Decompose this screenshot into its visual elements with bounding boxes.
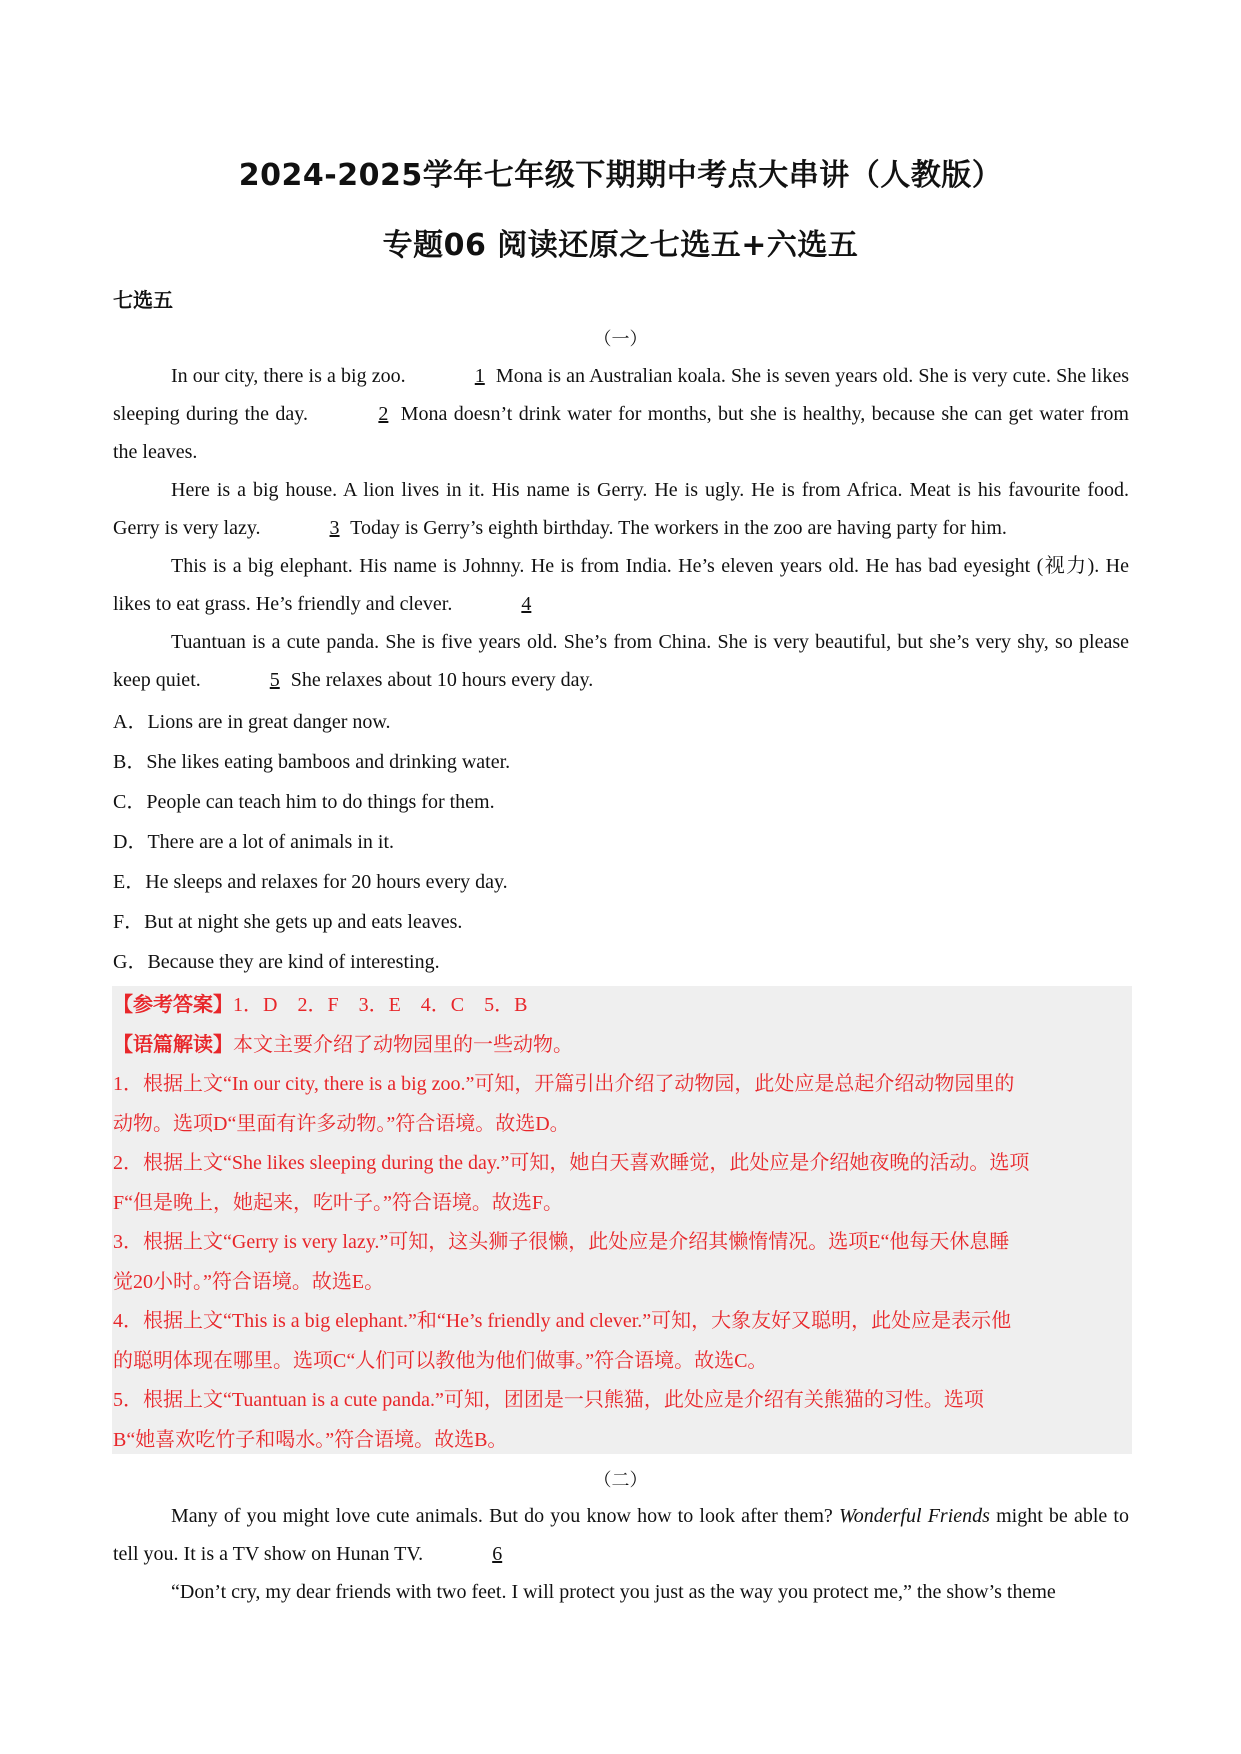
explanation-line: B“她喜欢吃竹子和喝水。”符合语境。故选B。 <box>113 1428 508 1451</box>
passage-paragraph <box>113 547 1129 623</box>
passage-1 <box>113 357 1129 699</box>
passage-paragraph <box>113 1497 1129 1573</box>
analysis-line <box>113 1026 1131 1066</box>
paragraph-text: Here is a big house. A lion lives in it. His name is Gerry. He is ugly. He is from Africa. Meat is his favourite food. Gerry is very lazy. <box>113 479 1129 539</box>
passage-paragraph: “Don’t cry, my dear friends with two feet. I will protect you just as the way you protect me,” the show’s theme <box>171 1581 1056 1603</box>
blank-6: 6 <box>492 1543 503 1565</box>
explanation-line: F“但是晚上，她起来，吃叶子。”符合语境。故选F。 <box>113 1191 563 1214</box>
paragraph-text: Many of you might love cute animals. But do you know how to look after them? <box>171 1505 839 1527</box>
options-list <box>113 702 510 982</box>
option-f: F．But at night she gets up and eats leaves. <box>113 911 463 933</box>
explanation-line: 1．根据上文“In our city, there is a big zoo.”可知，开篇引出介绍了动物园，此处应是总起介绍动物园里的 <box>113 1073 1015 1095</box>
paragraph-text: Today is Gerry’s eighth birthday. The workers in the zoo are having party for him. <box>345 517 1007 539</box>
passage-paragraph <box>113 471 1129 547</box>
explanation-line: 动物。选项D“里面有许多动物。”符合语境。故选D。 <box>113 1112 570 1135</box>
document-subtitle: 专题06 阅读还原之七选五+六选五 <box>382 228 859 263</box>
paragraph-text: might be able to tell you. It is a TV show on Hunan TV. <box>113 1505 1129 1565</box>
explanation-line: 的聪明体现在哪里。选项C“人们可以教他为他们做事。”符合语境。故选C。 <box>113 1349 768 1372</box>
paragraph-text: This is a big elephant. His name is Johnny. He is from India. He’s eleven years old. He has bad eyesight (视力). He likes to eat grass. He’s friendly and clever. <box>113 555 1129 615</box>
blank-4: 4 <box>521 593 532 615</box>
answer-label: 【参考答案】 <box>113 994 233 1016</box>
analysis-label: 【语篇解读】 <box>113 1033 233 1056</box>
option-b: B．She likes eating bamboos and drinking water. <box>113 751 511 773</box>
paragraph-text: In our city, there is a big zoo. <box>171 365 411 387</box>
blank-3: 3 <box>329 517 340 539</box>
paragraph-text: Tuantuan is a cute panda. She is five years old. She’s from China. She is very beautiful, but she’s very shy, so please keep quiet. <box>113 631 1129 691</box>
section-heading: 七选五 <box>113 288 173 312</box>
option-a: A．Lions are in great danger now. <box>113 711 391 733</box>
explanation-line: 觉20小时。”符合语境。故选E。 <box>113 1270 385 1293</box>
blank-2: 2 <box>378 403 389 425</box>
passage-paragraph <box>113 623 1129 699</box>
answer-line <box>113 986 1131 1026</box>
option-e: E．He sleeps and relaxes for 20 hours every day. <box>113 871 508 893</box>
show-title: Wonderful Friends <box>838 1505 990 1527</box>
blank-5: 5 <box>269 669 280 691</box>
explanation-line: 3．根据上文“Gerry is very lazy.”可知，这头狮子很懒，此处应是介绍其懒惰情况。选项E“他每天休息睡 <box>113 1231 1010 1253</box>
option-d: D．There are a lot of animals in it. <box>113 831 395 853</box>
analysis-value: 本文主要介绍了动物园里的一些动物。 <box>233 1033 573 1056</box>
part-label-1: （一） <box>593 329 648 349</box>
answer-section <box>113 986 1131 1460</box>
explanation-line: 5．根据上文“Tuantuan is a cute panda.”可知，团团是一只熊猫，此处应是介绍有关熊猫的习性。选项 <box>113 1389 984 1411</box>
paragraph-text: Mona doesn’t drink water for months, but she is healthy, because she can get water from the leaves. <box>113 403 1129 463</box>
paragraph-text: Mona is an Australian koala. She is seven years old. She is very cute. She likes sleeping during the day. <box>113 365 1129 425</box>
explanation-line: 4．根据上文“This is a big elephant.”和“He’s friendly and clever.”可知，大象友好又聪明，此处应是表示他 <box>113 1310 1012 1332</box>
option-g: G．Because they are kind of interesting. <box>113 951 440 973</box>
option-c: C．People can teach him to do things for them. <box>113 791 495 813</box>
explanation-line: 2．根据上文“She likes sleeping during the day.”可知，她白天喜欢睡觉，此处应是介绍她夜晚的活动。选项 <box>113 1152 1030 1174</box>
passage-paragraph <box>113 357 1129 471</box>
document-title: 2024-2025学年七年级下期期中考点大串讲（人教版） <box>238 158 1003 193</box>
blank-1: 1 <box>474 365 485 387</box>
answer-value: 1．D 2．F 3．E 4．C 5．B <box>233 994 528 1016</box>
passage-2 <box>113 1497 1129 1611</box>
part-label-2: （二） <box>593 1470 648 1490</box>
paragraph-text: She relaxes about 10 hours every day. <box>285 669 594 691</box>
